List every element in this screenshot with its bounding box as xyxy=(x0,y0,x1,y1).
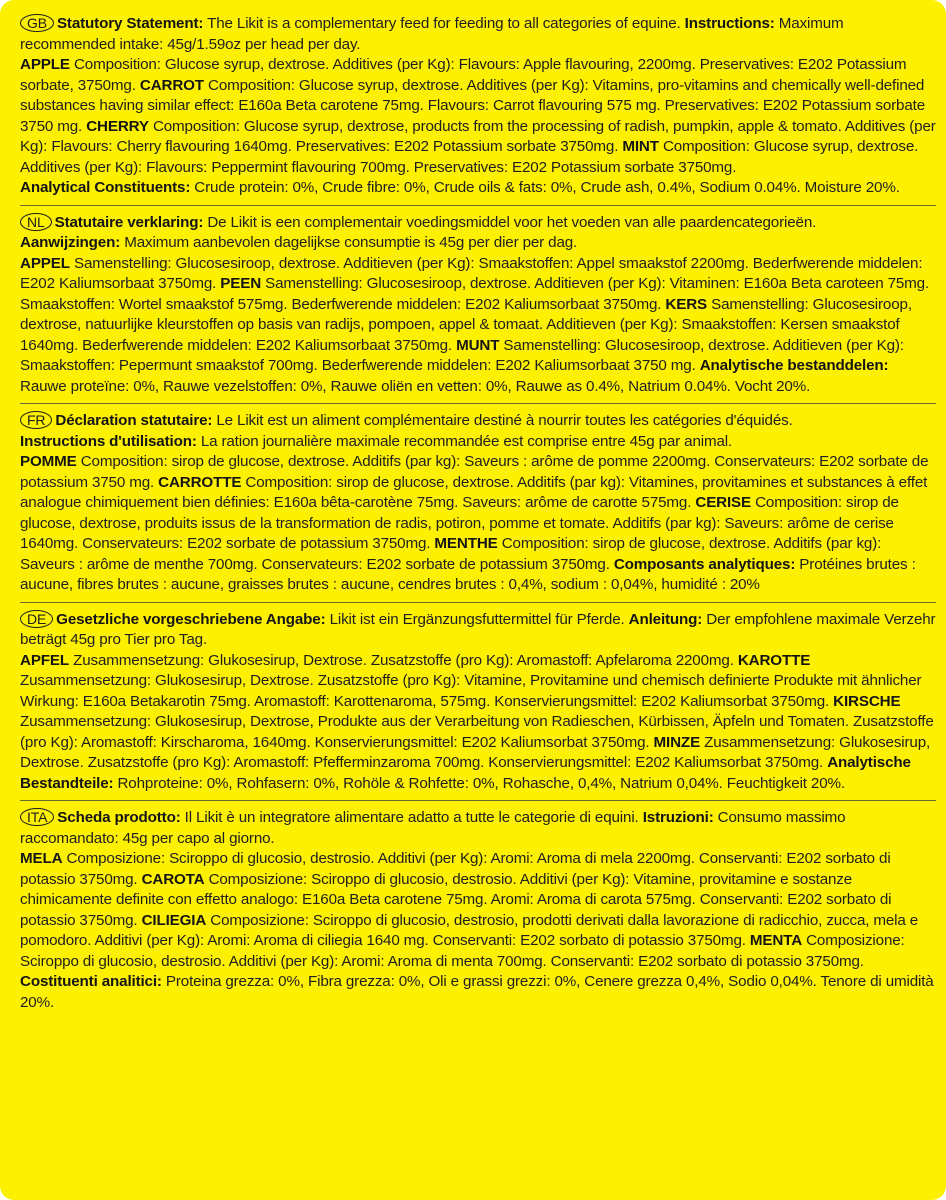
language-badge-ita: ITA xyxy=(20,808,54,826)
apple-title: APFEL xyxy=(20,651,70,669)
carrot-title: PEEN xyxy=(220,275,262,292)
apple-title: APPEL xyxy=(20,254,70,272)
statement-text: Il Likit è un integratore alimentare adatto a tutte le categorie di equini. xyxy=(180,809,643,826)
statement-text: De Likit is een complementair voedingsmiddel voor het voeden van alle paardencategorieën. xyxy=(203,213,817,231)
analytical-title: Composants analytiques: xyxy=(613,555,796,573)
instructions-title: Anleitung: xyxy=(628,610,703,628)
instructions-text: Maximum aanbevolen dagelijkse consumptie is 45g per dier per dag. xyxy=(120,234,578,251)
instructions-text: La ration journalière maximale recommandée est comprise entre 45g par animal. xyxy=(196,432,733,450)
carrot-title: CARROTTE xyxy=(158,473,242,491)
apple-text: Composition: sirop de glucose, dextrose. Additifs (par kg): Saveurs : arôme de pomme 2200mg. Conservateurs: E202 sorbate de potassium 3750 mg. xyxy=(20,453,929,491)
analytical-title: Analytical Constituents: xyxy=(20,179,191,196)
carrot-title: CARROT xyxy=(139,76,204,94)
section-de xyxy=(20,610,936,802)
apple-text: Zusammensetzung: Glukosesirup, Dextrose. Zusatzstoffe (pro Kg): Aromastoff: Apfelaroma 2200mg. xyxy=(69,651,738,669)
analytical-title: Costituenti analitici: xyxy=(20,973,162,990)
instructions-title: Instructions d'utilisation: xyxy=(20,432,197,450)
carrot-text: Samenstelling: Glucosesiroop, dextrose. Additieven (per Kg): Vitaminen: E160a Beta caroteen 75mg. Smaakstoffen: Wortel smaakstof 575mg. Bederfwerende middelen: E202 Kaliumsorbaat 3750mg. xyxy=(20,275,930,313)
apple-title: MELA xyxy=(20,850,63,867)
cherry-text: Samenstelling: Glucosesiroop, dextrose, natuurlijke kleurstoffen op basis van radijs, pompoen, appel & tomaat. Additieven (per Kg): Smaakstoffen: Kersen smaakstof 1640mg. Bederfwerende middelen: E202 Kaliumsorbaat 3750mg. xyxy=(20,295,912,354)
mint-title: MENTHE xyxy=(434,535,498,552)
analytical-title: Analytische bestanddelen: xyxy=(699,357,889,374)
instructions-text: Consumo massimo raccomandato: 45g per capo al giorno. xyxy=(20,809,846,847)
cherry-text: Composizione: Sciroppo di glucosio, destrosio, prodotti derivati dalla lavorazione di radicchio, zucca, mela e pomodoro. Additivi (per Kg): Aromi: Aroma di ciliegia 1640 mg. Conservanti: E202 sorbato di potassio 3750mg. xyxy=(20,911,919,949)
mint-text: Zusammensetzung: Glukosesirup, Dextrose. Zusatzstoffe (pro Kg): Aromastoff: Pfefferminzaroma 700mg. Konservierungsmittel: E202 Kaliumsorbat 3750mg. xyxy=(20,733,931,771)
statement-title: Statutaire verklaring: xyxy=(54,213,204,231)
cherry-text: Composition: sirop de glucose, dextrose, produits issus de la transformation de radis, potiron, pomme et tomate. Additifs (par kg): Saveurs: arôme de cerise 1640mg. Conservateurs: E202 sorbate de potassium 3750mg. xyxy=(20,494,899,552)
mint-text: Composition: Glucose syrup, dextrose. Additives (per Kg): Flavours: Peppermint flavouring 700mg. Preservatives: E202 Potassium sorbate 3750mg. xyxy=(20,138,919,176)
cherry-text: Zusammensetzung: Glukosesirup, Dextrose, Produkte aus der Verarbeitung von Radieschen, Kürbissen, Äpfeln und Tomaten. Zusatzstoffe (pro Kg): Aromastoff: Kirscharoma, 1640mg. Konservierungsmittel: E202 Kaliumsorbat 3750mg. xyxy=(20,713,934,751)
mint-text: Composition: sirop de glucose, dextrose. Additifs (par kg): Saveurs : arôme de menthe 700mg. Conservateurs: E202 sorbate de potassium 3750mg. xyxy=(20,535,882,573)
language-badge-de: DE xyxy=(20,610,53,628)
statement-text: The Likit is a complementary feed for feeding to all categories of equine. xyxy=(203,15,685,32)
carrot-text: Composizione: Sciroppo di glucosio, destrosio. Additivi (per Kg): Vitamine, provitamine e sostanze chimicamente definite con effetto analogo: E160a Beta carotene 75mg. Aromi: Aroma di carota 575mg. Conservanti: E202 sorbato di potassio 3750mg. xyxy=(20,870,892,929)
analytical-text: Rohproteine: 0%, Rohfasern: 0%, Rohöle & Rohfette: 0%, Rohasche, 0,4%, Natrium 0,04%. Feuchtigkeit 20%. xyxy=(113,774,845,792)
cherry-title: KIRSCHE xyxy=(833,692,901,710)
mint-title: MINT xyxy=(622,138,659,155)
carrot-text: Zusammensetzung: Glukosesirup, Dextrose. Zusatzstoffe (pro Kg): Vitamine, Provitamine und chemisch definierte Produkte mit ähnlicher Wirkung: E160a Betakarotin 75mg. Aromastoff: Karottenaroma, 575mg. Konservierungsmittel: E202 Kaliumsorbat 3750mg. xyxy=(20,672,922,710)
mint-text: Composizione: Sciroppo di glucosio, destrosio. Additivi (per Kg): Aromi: Aroma di menta 700mg. Conservanti: E202 sorbato di potassio 3750mg. xyxy=(20,932,905,970)
carrot-text: Composition: Glucose syrup, dextrose. Additives (per Kg): Vitamins, pro-vitamins and chemically well-defined substances having similar effect: E160a Beta carotene 75mg. Flavours: Carrot flavouring 575 mg. Preservatives: E202 Potassium sorbate 3750 mg. xyxy=(20,76,925,135)
analytical-text: Rauwe proteïne: 0%, Rauwe vezelstoffen: 0%, Rauwe oliën en vetten: 0%, Rauwe as 0.4%, Natrium 0.04%. Vocht 20%. xyxy=(20,377,811,395)
cherry-title: CILIEGIA xyxy=(141,911,207,929)
apple-text: Samenstelling: Glucosesiroop, dextrose. Additieven (per Kg): Smaakstoffen: Appel smaakstof 2200mg. Bederfwerende middelen: E202 Kaliumsorbaat 3750mg. xyxy=(20,254,923,292)
language-badge-fr: FR xyxy=(20,411,52,429)
instructions-title: Aanwijzingen: xyxy=(20,234,121,251)
instructions-text: Maximum recommended intake: 45g/1.59oz per head per day. xyxy=(20,15,844,53)
carrot-title: KAROTTE xyxy=(737,651,811,669)
instructions-title: Istruzioni: xyxy=(642,809,714,826)
instructions-title: Instructions: xyxy=(684,15,775,32)
analytical-text: Proteina grezza: 0%, Fibra grezza: 0%, Oli e grassi grezzi: 0%, Cenere grezza 0,4%, Sodio 0,04%. Tenore di umidità 20%. xyxy=(20,973,934,1011)
statement-title: Scheda prodotto: xyxy=(57,809,181,826)
apple-text: Composition: Glucose syrup, dextrose. Additives (per Kg): Flavours: Apple flavouring, 2200mg. Preservatives: E202 Potassium sorbate, 3750mg. xyxy=(20,56,907,94)
apple-text: Composizione: Sciroppo di glucosio, destrosio. Additivi (per Kg): Aromi: Aroma di mela 2200mg. Conservanti: E202 sorbato di potassio 3750mg. xyxy=(20,850,891,888)
statement-title: Gesetzliche vorgeschriebene Angabe: xyxy=(56,610,326,628)
analytical-text: Crude protein: 0%, Crude fibre: 0%, Crude oils & fats: 0%, Crude ash, 0.4%, Sodium 0.04%. Moisture 20%. xyxy=(190,179,900,196)
analytical-text: Protéines brutes : aucune, fibres brutes : aucune, graisses brutes : aucune, cendres brutes : 0,4%, sodium : 0,04%, humidité : 20% xyxy=(20,555,916,593)
section-nl xyxy=(20,213,936,405)
cherry-title: KERS xyxy=(665,295,708,313)
analytical-title: Analytische Bestandteile: xyxy=(20,754,911,792)
section-fr xyxy=(20,411,936,603)
statement-title: Déclaration statutaire: xyxy=(55,412,213,429)
section-ita xyxy=(20,808,936,1019)
statement-title: Statutory Statement: xyxy=(56,15,204,32)
apple-title: APPLE xyxy=(20,56,70,73)
cherry-title: CERISE xyxy=(695,494,752,511)
mint-title: MINZE xyxy=(653,733,701,751)
mint-title: MENTA xyxy=(749,932,803,949)
mint-text: Samenstelling: Glucosesiroop, dextrose. Additieven (per Kg): Smaakstoffen: Pepermunt smaakstof 700mg. Bederfwerende middelen: E202 Kaliumsorbaat 3750 mg. xyxy=(20,336,904,374)
carrot-title: CAROTA xyxy=(141,870,205,888)
statement-text: Likit ist ein Ergänzungsfuttermittel für Pferde. xyxy=(325,610,629,628)
carrot-text: Composition: sirop de glucose, dextrose. Additifs (par kg): Vitamines, provitamines et substances à effet analogue chimiquement bien définies: E160a bêta-carotène 75mg. Saveurs: arôme de carotte 575mg. xyxy=(20,473,928,511)
apple-title: POMME xyxy=(20,453,77,470)
language-badge-nl: NL xyxy=(20,213,52,231)
statement-text: Le Likit est un aliment complémentaire destiné à nourrir toutes les catégories d'équidés. xyxy=(212,412,793,429)
section-gb xyxy=(20,14,936,206)
cherry-title: CHERRY xyxy=(86,117,149,135)
language-badge-gb: GB xyxy=(20,14,54,32)
mint-title: MUNT xyxy=(456,336,500,354)
instructions-text: Der empfohlene maximale Verzehr beträgt 45g pro Tier pro Tag. xyxy=(20,610,936,648)
cherry-text: Composition: Glucose syrup, dextrose, products from the processing of radish, pumpkin, apple & tomato. Additives (per Kg): Flavours: Cherry flavouring 1640mg. Preservatives: E202 Potassium sorbate 3750mg. xyxy=(20,117,936,155)
